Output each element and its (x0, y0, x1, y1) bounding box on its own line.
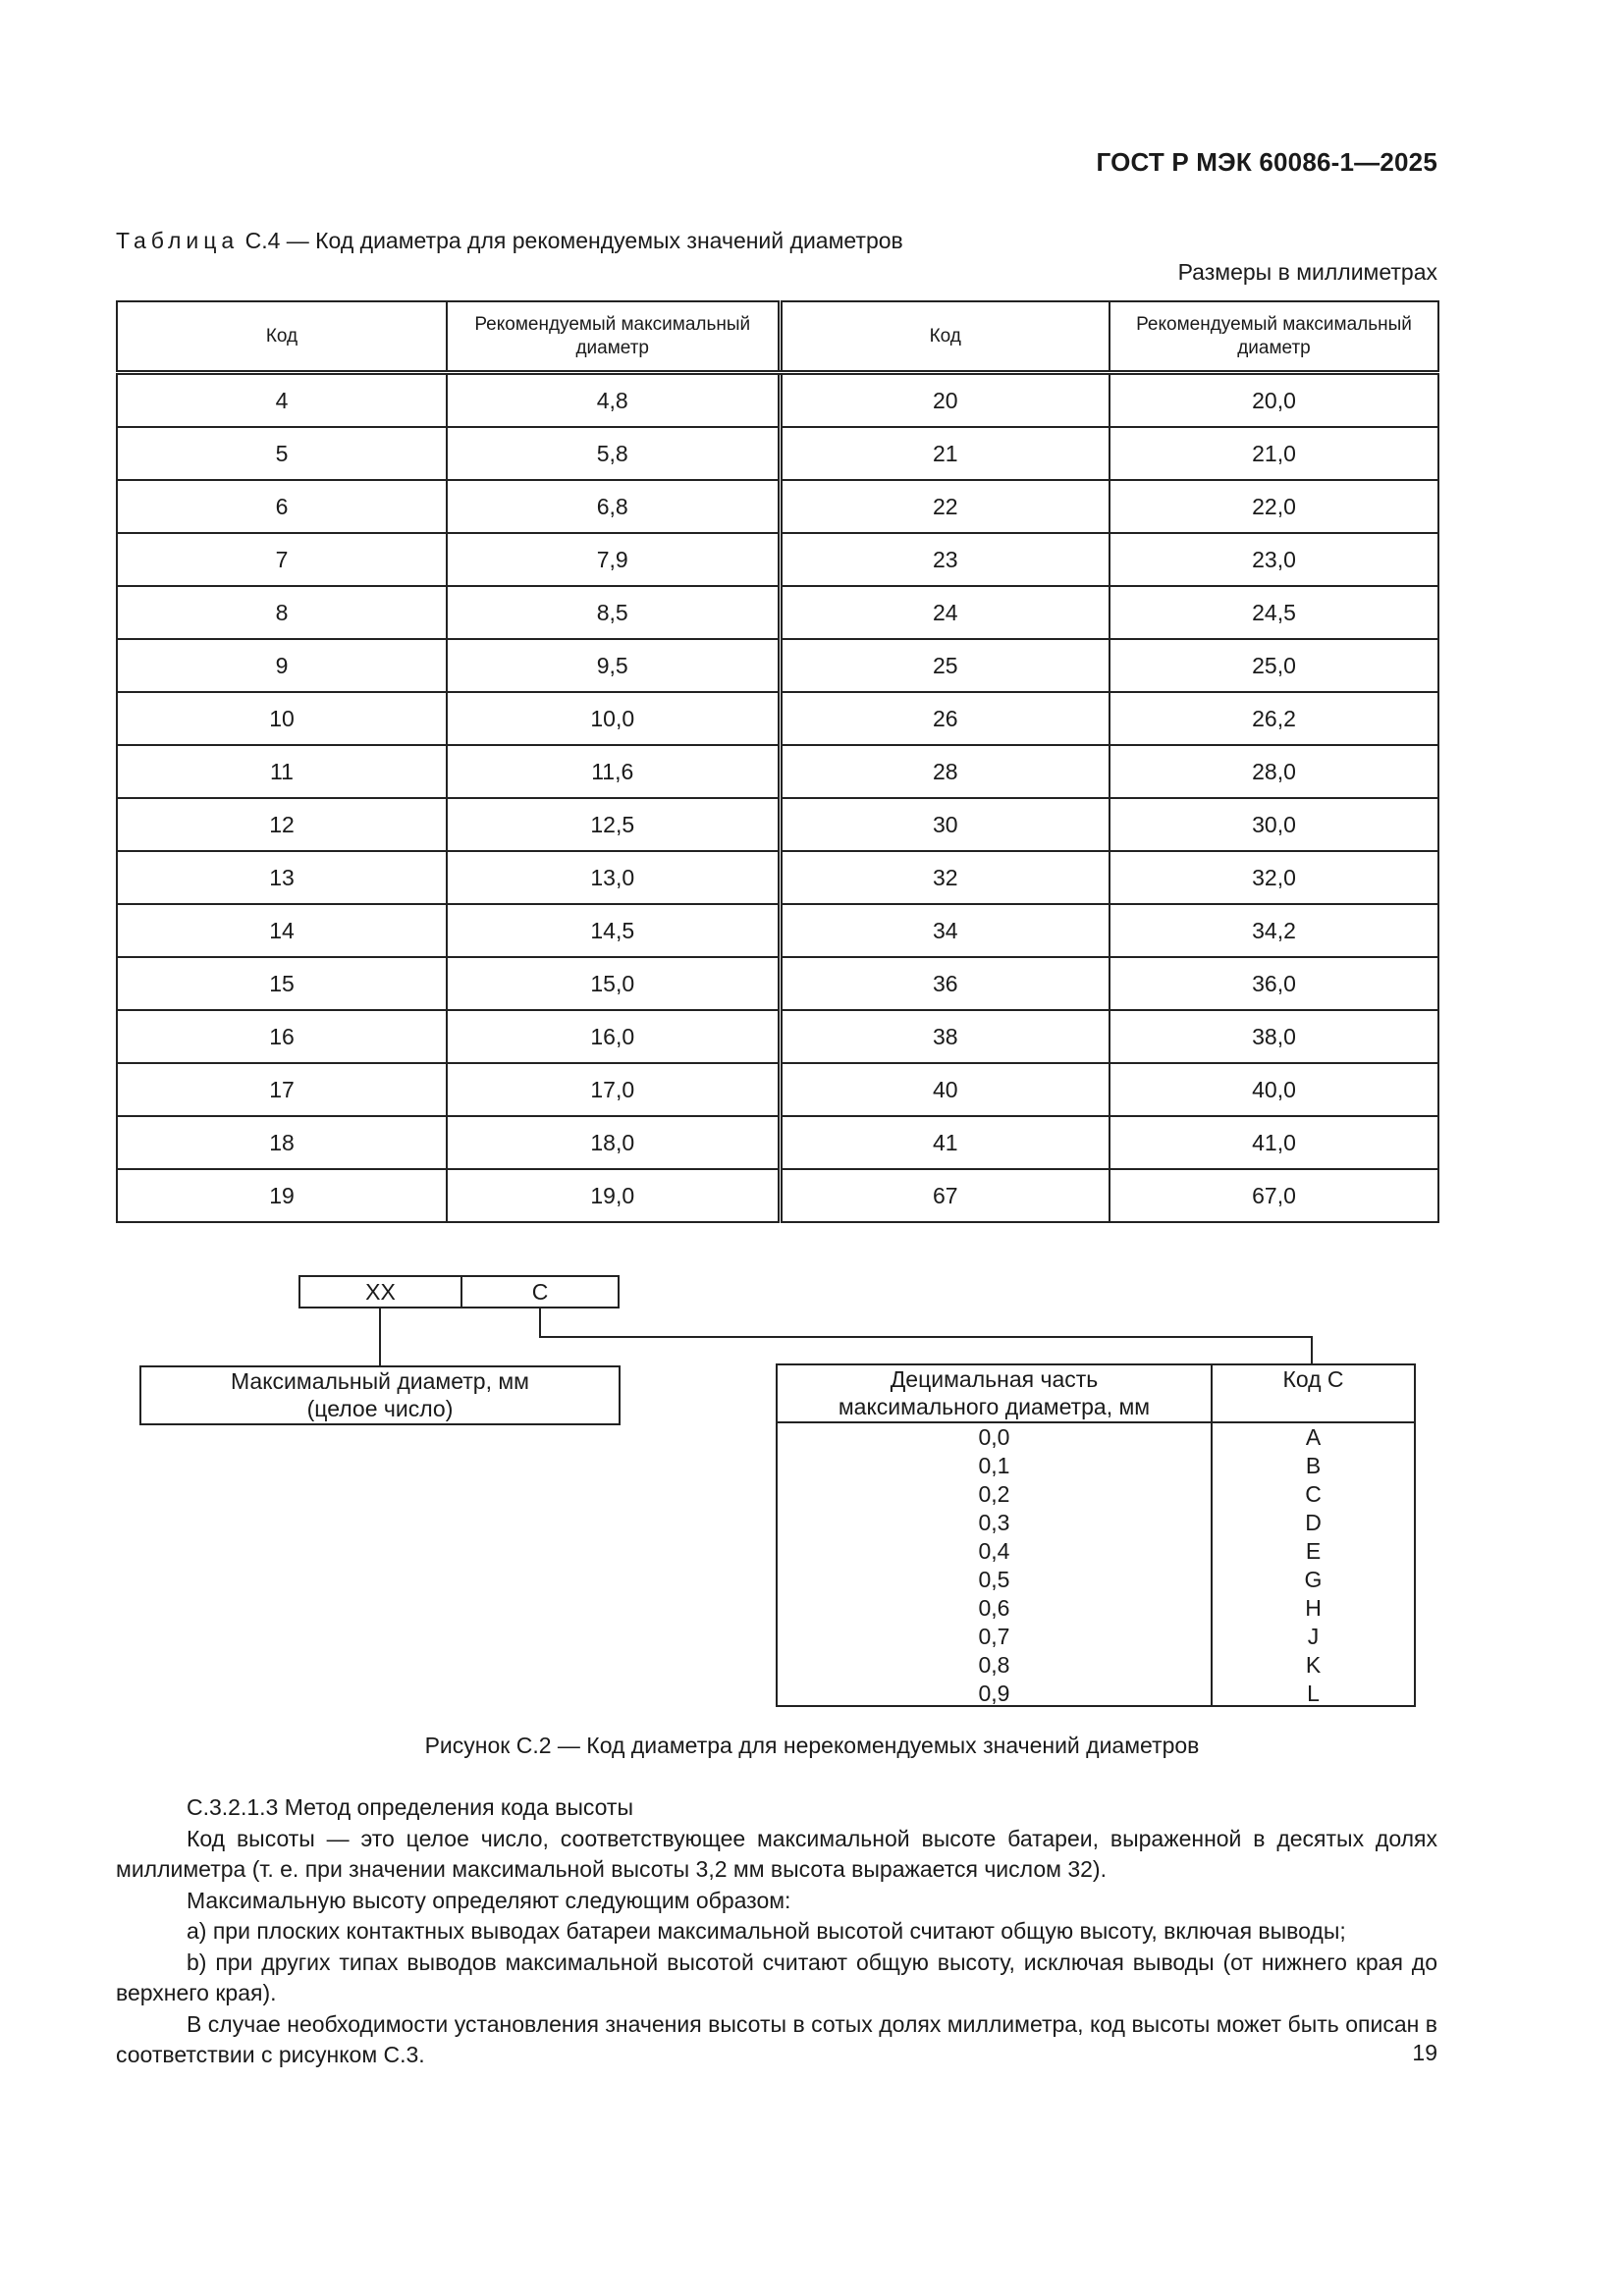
paragraph: Код высоты — это целое число, соответствующее максимальной высоте батареи, выраженной в десятых долях миллиметра (т. е. при значении максимальной высоты 3,2 мм высота выражается числом 32). (116, 1825, 1437, 1882)
code-cell: 36 (780, 957, 1110, 1010)
max-diameter-line1: Максимальный диаметр, мм (231, 1368, 529, 1394)
diameter-cell: 20,0 (1110, 373, 1438, 428)
table-caption-text: С.4 — Код диаметра для рекомендуемых значений диаметров (239, 228, 903, 253)
column-header-code: Код (117, 301, 447, 373)
code-cell: 8 (117, 586, 447, 639)
diameter-cell: 24,5 (1110, 586, 1438, 639)
code-cell: 9 (117, 639, 447, 692)
code-cell: 7 (117, 533, 447, 586)
decimal-column (778, 1365, 1213, 1705)
table-caption-label: Таблица (116, 228, 240, 253)
code-cell: 4 (117, 373, 447, 428)
decimal-value: 0,6 (978, 1595, 1010, 1621)
code-cell: 11 (117, 745, 447, 798)
column-header-diameter: Рекомендуемый максимальный диаметр (1110, 301, 1438, 373)
code-cell: 21 (780, 427, 1110, 480)
code-cell: 34 (780, 904, 1110, 957)
code-letter: E (1305, 1538, 1322, 1564)
max-diameter-line2: (целое число) (306, 1396, 454, 1421)
code-cell: 40 (780, 1063, 1110, 1116)
diameter-cell: 9,5 (447, 639, 780, 692)
code-cell: 23 (780, 533, 1110, 586)
code-cell: 32 (780, 851, 1110, 904)
connector-line-letter (540, 1307, 1312, 1363)
code-letter: J (1307, 1624, 1320, 1649)
units-note: Размеры в миллиметрах (1177, 259, 1437, 285)
diameter-cell: 18,0 (447, 1116, 780, 1169)
code-cell: 13 (117, 851, 447, 904)
code-letter: H (1305, 1595, 1322, 1621)
diameter-cell: 25,0 (1110, 639, 1438, 692)
code-cell: 19 (117, 1169, 447, 1222)
diameter-cell: 17,0 (447, 1063, 780, 1116)
code-cell: 15 (117, 957, 447, 1010)
diameter-cell: 12,5 (447, 798, 780, 851)
diameter-cell: 5,8 (447, 427, 780, 480)
decimal-header-line2: максимального диаметра, мм (838, 1394, 1151, 1419)
decimal-value: 0,1 (978, 1453, 1010, 1478)
decimal-value: 0,9 (978, 1681, 1010, 1706)
diameter-cell: 30,0 (1110, 798, 1438, 851)
decimal-value: 0,2 (978, 1481, 1010, 1507)
diameter-cell: 36,0 (1110, 957, 1438, 1010)
diameter-cell: 26,2 (1110, 692, 1438, 745)
code-cell: 20 (780, 373, 1110, 428)
diameter-cell: 40,0 (1110, 1063, 1438, 1116)
code-cell: 28 (780, 745, 1110, 798)
code-cell: 25 (780, 639, 1110, 692)
decimal-value: 0,7 (978, 1624, 1010, 1649)
decimal-header-line1: Децимальная часть (890, 1366, 1099, 1392)
diameter-cell: 41,0 (1110, 1116, 1438, 1169)
code-cell: 6 (117, 480, 447, 533)
diameter-cell: 7,9 (447, 533, 780, 586)
code-cell: 12 (117, 798, 447, 851)
document-header-id: ГОСТ Р МЭК 60086-1—2025 (1096, 147, 1437, 177)
list-item: a) при плоских контактных выводах батареи максимальной высотой считают общую высоту, включая выводы; (187, 1918, 1346, 1944)
code-cell: 14 (117, 904, 447, 957)
diameter-cell: 8,5 (447, 586, 780, 639)
code-cell: 17 (117, 1063, 447, 1116)
body-text (116, 1792, 1437, 2071)
diameter-cell: 13,0 (447, 851, 780, 904)
column-header-code: Код (780, 301, 1110, 373)
code-letter: L (1307, 1681, 1320, 1706)
code-letter: B (1305, 1453, 1322, 1478)
code-letter: C (1305, 1481, 1322, 1507)
diameter-cell: 11,6 (447, 745, 780, 798)
code-cell: 16 (117, 1010, 447, 1063)
page-number: 19 (1412, 2040, 1437, 2065)
code-cell: 41 (780, 1116, 1110, 1169)
diameter-cell: 23,0 (1110, 533, 1438, 586)
diameter-cell: 15,0 (447, 957, 780, 1010)
code-letter: D (1305, 1510, 1322, 1535)
diameter-cell: 10,0 (447, 692, 780, 745)
code-part-integer: XX (300, 1277, 462, 1307)
code-c-values (1213, 1423, 1414, 1708)
code-part-letter: C (531, 1278, 549, 1305)
code-letter: A (1305, 1424, 1322, 1450)
code-cell: 38 (780, 1010, 1110, 1063)
code-letter: K (1305, 1652, 1322, 1678)
diameter-cell: 38,0 (1110, 1010, 1438, 1063)
diameter-cell: 34,2 (1110, 904, 1438, 957)
decimal-value: 0,0 (978, 1424, 1010, 1450)
code-cell: 67 (780, 1169, 1110, 1222)
diameter-cell: 22,0 (1110, 480, 1438, 533)
list-item: b) при других типах выводов максимальной высотой считают общую высоту, исключая выводы (от нижнего края до верхнего края). (116, 1949, 1437, 2005)
max-diameter-box (139, 1365, 621, 1425)
diameter-cell: 21,0 (1110, 427, 1438, 480)
paragraph: Максимальную высоту определяют следующим образом: (187, 1887, 791, 1913)
code-letter: G (1304, 1567, 1323, 1592)
decimal-value: 0,4 (978, 1538, 1010, 1564)
decimal-value: 0,3 (978, 1510, 1010, 1535)
decimal-value: 0,5 (978, 1567, 1010, 1592)
decimal-value: 0,8 (978, 1652, 1010, 1678)
diameter-cell: 6,8 (447, 480, 780, 533)
code-cell: 22 (780, 480, 1110, 533)
diameter-cell: 32,0 (1110, 851, 1438, 904)
decimal-values (778, 1423, 1211, 1708)
column-header-diameter: Рекомендуемый максимальный диаметр (447, 301, 780, 373)
code-cell: 26 (780, 692, 1110, 745)
code-cell: 10 (117, 692, 447, 745)
diameter-cell: 19,0 (447, 1169, 780, 1222)
code-c-column-header: Код С (1213, 1365, 1414, 1423)
code-c-column (1213, 1365, 1414, 1705)
decimal-column-header (778, 1365, 1211, 1423)
section-heading: С.3.2.1.3 Метод определения кода высоты (187, 1794, 633, 1820)
diameter-cell: 28,0 (1110, 745, 1438, 798)
figure-caption: Рисунок С.2 — Код диаметра для нерекомендуемых значений диаметров (424, 1733, 1200, 1758)
diameter-cell: 14,5 (447, 904, 780, 957)
code-cell: 5 (117, 427, 447, 480)
decimal-code-table (776, 1363, 1416, 1707)
code-cell: 24 (780, 586, 1110, 639)
code-cell: 30 (780, 798, 1110, 851)
diameter-cell: 16,0 (447, 1010, 780, 1063)
paragraph: В случае необходимости установления значения высоты в сотых долях миллиметра, код высоты может быть описан в соответствии с рисунком С.3. (116, 2010, 1437, 2067)
code-cell: 18 (117, 1116, 447, 1169)
diameter-cell: 67,0 (1110, 1169, 1438, 1222)
diameter-cell: 4,8 (447, 373, 780, 428)
